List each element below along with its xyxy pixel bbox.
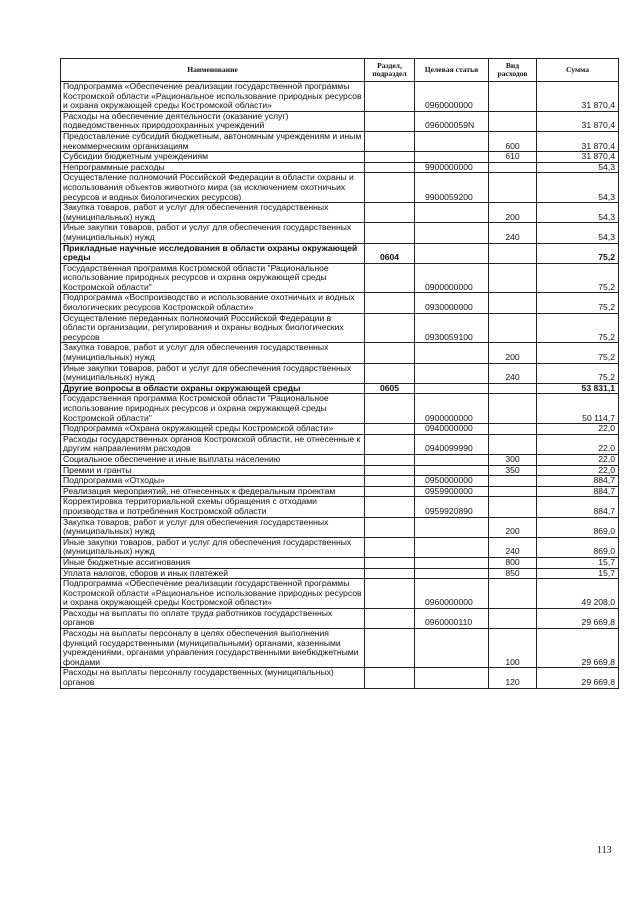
row-name: Подпрограмма «Воспроизводство и использование охотничьих и водных биологических ресурсов Костромской области»	[61, 293, 365, 313]
row-sum: 75,2	[537, 313, 619, 343]
table-row	[61, 537, 619, 557]
table-row	[61, 223, 619, 243]
row-name: Иные бюджетные ассигнования	[61, 557, 365, 568]
table-row	[61, 476, 619, 487]
row-sum: 50 114,7	[537, 394, 619, 424]
budget-table	[60, 58, 619, 689]
row-target: 9900059200	[415, 173, 489, 203]
row-type	[489, 162, 537, 173]
row-sum: 884,7	[537, 476, 619, 487]
row-sum: 15,7	[537, 568, 619, 579]
table-row	[61, 465, 619, 476]
row-name: Закупка товаров, работ и услуг для обеспечения государственных (муниципальных) нужд	[61, 343, 365, 363]
row-name: Прикладные научные исследования в области охраны окружающей среды	[61, 243, 365, 263]
row-section	[365, 434, 415, 454]
row-type	[489, 486, 537, 497]
table-row	[61, 668, 619, 688]
row-target: 0960000000	[415, 82, 489, 112]
row-section	[365, 223, 415, 243]
row-section	[365, 203, 415, 223]
row-target: 0900000000	[415, 263, 489, 293]
row-type: 300	[489, 454, 537, 465]
row-name: Субсидии бюджетным учреждениям	[61, 152, 365, 163]
header-name: Наименование	[61, 59, 365, 82]
row-sum: 884,7	[537, 486, 619, 497]
row-section	[365, 497, 415, 517]
table-row	[61, 293, 619, 313]
row-sum: 53 831,1	[537, 383, 619, 394]
row-sum: 22,0	[537, 465, 619, 476]
row-target	[415, 629, 489, 668]
table-row	[61, 363, 619, 383]
row-section	[365, 476, 415, 487]
row-section	[365, 394, 415, 424]
row-type	[489, 434, 537, 454]
row-type: 120	[489, 668, 537, 688]
row-name: Осуществление полномочий Российской Федерации в области охраны и использования объектов животного мира (за исключением охотничьих ресурсов и водных биологических ресурсов)	[61, 173, 365, 203]
row-sum: 75,2	[537, 293, 619, 313]
header-section: Раздел, подраздел	[365, 59, 415, 82]
row-sum: 22,0	[537, 454, 619, 465]
row-type: 200	[489, 343, 537, 363]
row-section	[365, 568, 415, 579]
row-target	[415, 454, 489, 465]
row-type	[489, 579, 537, 609]
row-section	[365, 162, 415, 173]
row-target	[415, 517, 489, 537]
row-type	[489, 424, 537, 435]
row-name: Подпрограмма «Обеспечение реализации государственной программы Костромской области «Рациональное использование природных ресурсов и охрана окружающей среды Костромской области»	[61, 579, 365, 609]
row-sum: 22,0	[537, 434, 619, 454]
row-name: Иные закупки товаров, работ и услуг для обеспечения государственных (муниципальных) нужд	[61, 223, 365, 243]
table-row	[61, 557, 619, 568]
row-type: 100	[489, 629, 537, 668]
row-section: 0604	[365, 243, 415, 263]
row-section	[365, 152, 415, 163]
row-target: 0950000000	[415, 476, 489, 487]
row-name: Непрограммные расходы	[61, 162, 365, 173]
row-type	[489, 608, 537, 628]
header-type: Вид расходов	[489, 59, 537, 82]
row-type: 350	[489, 465, 537, 476]
row-section	[365, 131, 415, 151]
row-section: 0605	[365, 383, 415, 394]
row-name: Иные закупки товаров, работ и услуг для обеспечения государственных (муниципальных) нужд	[61, 537, 365, 557]
row-target	[415, 223, 489, 243]
row-name: Закупка товаров, работ и услуг для обеспечения государственных (муниципальных) нужд	[61, 203, 365, 223]
row-type: 240	[489, 223, 537, 243]
row-target	[415, 343, 489, 363]
row-section	[365, 263, 415, 293]
row-target: 0930000000	[415, 293, 489, 313]
row-section	[365, 424, 415, 435]
row-type	[489, 476, 537, 487]
row-sum: 31 870,4	[537, 152, 619, 163]
row-section	[365, 629, 415, 668]
table-row	[61, 424, 619, 435]
row-sum: 49 208,0	[537, 579, 619, 609]
row-section	[365, 82, 415, 112]
row-name: Предоставление субсидий бюджетным, автономным учреждениям и иным некоммерческим организациям	[61, 131, 365, 151]
row-type	[489, 293, 537, 313]
row-type: 240	[489, 363, 537, 383]
row-sum: 75,2	[537, 343, 619, 363]
row-section	[365, 517, 415, 537]
table-row	[61, 568, 619, 579]
table-row	[61, 152, 619, 163]
table-row	[61, 313, 619, 343]
row-sum: 75,2	[537, 263, 619, 293]
row-type	[489, 111, 537, 131]
row-target: 0959900000	[415, 486, 489, 497]
row-name: Расходы на выплаты по оплате труда работников государственных органов	[61, 608, 365, 628]
table-row	[61, 131, 619, 151]
page-number: 113	[597, 845, 612, 856]
row-target	[415, 465, 489, 476]
row-type	[489, 263, 537, 293]
row-type	[489, 313, 537, 343]
row-sum: 54,3	[537, 223, 619, 243]
row-section	[365, 465, 415, 476]
row-target: 0900000000	[415, 394, 489, 424]
row-sum: 884,7	[537, 497, 619, 517]
row-section	[365, 454, 415, 465]
row-target	[415, 203, 489, 223]
row-name: Расходы на выплаты персоналу государственных (муниципальных) органов	[61, 668, 365, 688]
table-row	[61, 243, 619, 263]
table-row	[61, 454, 619, 465]
row-section	[365, 579, 415, 609]
row-section	[365, 486, 415, 497]
row-target: 096000059N	[415, 111, 489, 131]
row-name: Уплата налогов, сборов и иных платежей	[61, 568, 365, 579]
row-sum: 29 669,8	[537, 629, 619, 668]
row-target	[415, 537, 489, 557]
table-row	[61, 173, 619, 203]
row-sum: 75,2	[537, 243, 619, 263]
table-row	[61, 434, 619, 454]
row-target	[415, 131, 489, 151]
row-name: Социальное обеспечение и иные выплаты населению	[61, 454, 365, 465]
row-type	[489, 173, 537, 203]
row-name: Другие вопросы в области охраны окружающей среды	[61, 383, 365, 394]
row-sum: 15,7	[537, 557, 619, 568]
table-row	[61, 162, 619, 173]
row-target: 0960000110	[415, 608, 489, 628]
table-row	[61, 343, 619, 363]
table-row	[61, 608, 619, 628]
row-target: 9900000000	[415, 162, 489, 173]
row-section	[365, 537, 415, 557]
row-section	[365, 668, 415, 688]
row-sum: 54,3	[537, 203, 619, 223]
row-target	[415, 243, 489, 263]
row-sum: 31 870,4	[537, 131, 619, 151]
row-name: Подпрограмма «Обеспечение реализации государственной программы Костромской области «Рациональное использование природных ресурсов и охрана окружающей среды Костромской области»	[61, 82, 365, 112]
row-target	[415, 568, 489, 579]
row-target: 0959920890	[415, 497, 489, 517]
row-section	[365, 293, 415, 313]
row-type: 850	[489, 568, 537, 579]
table-row	[61, 629, 619, 668]
row-target	[415, 152, 489, 163]
row-type	[489, 497, 537, 517]
budget-table-page	[60, 58, 618, 689]
row-type	[489, 394, 537, 424]
row-sum: 869,0	[537, 517, 619, 537]
table-row	[61, 486, 619, 497]
row-sum: 54,3	[537, 162, 619, 173]
table-row	[61, 497, 619, 517]
row-sum: 75,2	[537, 363, 619, 383]
row-type: 600	[489, 131, 537, 151]
row-type: 200	[489, 203, 537, 223]
table-row	[61, 111, 619, 131]
table-row	[61, 517, 619, 537]
row-name: Расходы на обеспечение деятельности (оказание услуг) подведомственных природоохранных учреждений	[61, 111, 365, 131]
row-name: Иные закупки товаров, работ и услуг для обеспечения государственных (муниципальных) нужд	[61, 363, 365, 383]
row-target	[415, 363, 489, 383]
table-row	[61, 579, 619, 609]
row-type	[489, 243, 537, 263]
row-sum: 869,0	[537, 537, 619, 557]
table-header-row	[61, 59, 619, 82]
table-row	[61, 383, 619, 394]
row-sum: 22,0	[537, 424, 619, 435]
row-name: Осуществление переданных полномочий Российской Федерации в области организации, регулирования и охраны водных биологических ресурсов	[61, 313, 365, 343]
row-target: 0940099990	[415, 434, 489, 454]
row-name: Государственная программа Костромской области "Рациональное использование природных ресурсов и охрана окружающей среды Костромской области"	[61, 394, 365, 424]
row-name: Корректировка территориальной схемы обращения с отходами производства и потребления Костромской области	[61, 497, 365, 517]
row-type: 800	[489, 557, 537, 568]
header-target: Целевая статья	[415, 59, 489, 82]
row-section	[365, 111, 415, 131]
row-section	[365, 313, 415, 343]
row-name: Расходы государственных органов Костромской области, не отнесенные к другим направлениям расходов	[61, 434, 365, 454]
row-type	[489, 383, 537, 394]
row-section	[365, 557, 415, 568]
row-sum: 31 870,4	[537, 82, 619, 112]
table-row	[61, 263, 619, 293]
header-sum: Сумма	[537, 59, 619, 82]
row-sum: 29 669,8	[537, 608, 619, 628]
row-name: Расходы на выплаты персоналу в целях обеспечения выполнения функций государственными (муниципальными) органами, казенными учреждениями, органами управления государственными внебюджетными фондами	[61, 629, 365, 668]
row-target	[415, 383, 489, 394]
row-section	[365, 363, 415, 383]
table-row	[61, 82, 619, 112]
row-name: Закупка товаров, работ и услуг для обеспечения государственных (муниципальных) нужд	[61, 517, 365, 537]
row-target	[415, 557, 489, 568]
row-name: Подпрограмма «Отходы»	[61, 476, 365, 487]
row-type: 610	[489, 152, 537, 163]
table-row	[61, 394, 619, 424]
row-type: 240	[489, 537, 537, 557]
row-name: Подпрограмма «Охрана окружающей среды Костромской области»	[61, 424, 365, 435]
row-name: Реализация мероприятий, не отнесенных к федеральным проектам	[61, 486, 365, 497]
row-target: 0940000000	[415, 424, 489, 435]
row-name: Премии и гранты	[61, 465, 365, 476]
row-section	[365, 173, 415, 203]
row-target: 0960000000	[415, 579, 489, 609]
row-target: 0930059100	[415, 313, 489, 343]
row-section	[365, 608, 415, 628]
row-type	[489, 82, 537, 112]
table-body	[61, 82, 619, 689]
row-sum: 31 870,4	[537, 111, 619, 131]
row-sum: 29 669,8	[537, 668, 619, 688]
row-sum: 54,3	[537, 173, 619, 203]
row-name: Государственная программа Костромской области "Рациональное использование природных ресурсов и охрана окружающей среды Костромской области"	[61, 263, 365, 293]
row-target	[415, 668, 489, 688]
row-section	[365, 343, 415, 363]
table-row	[61, 203, 619, 223]
row-type: 200	[489, 517, 537, 537]
